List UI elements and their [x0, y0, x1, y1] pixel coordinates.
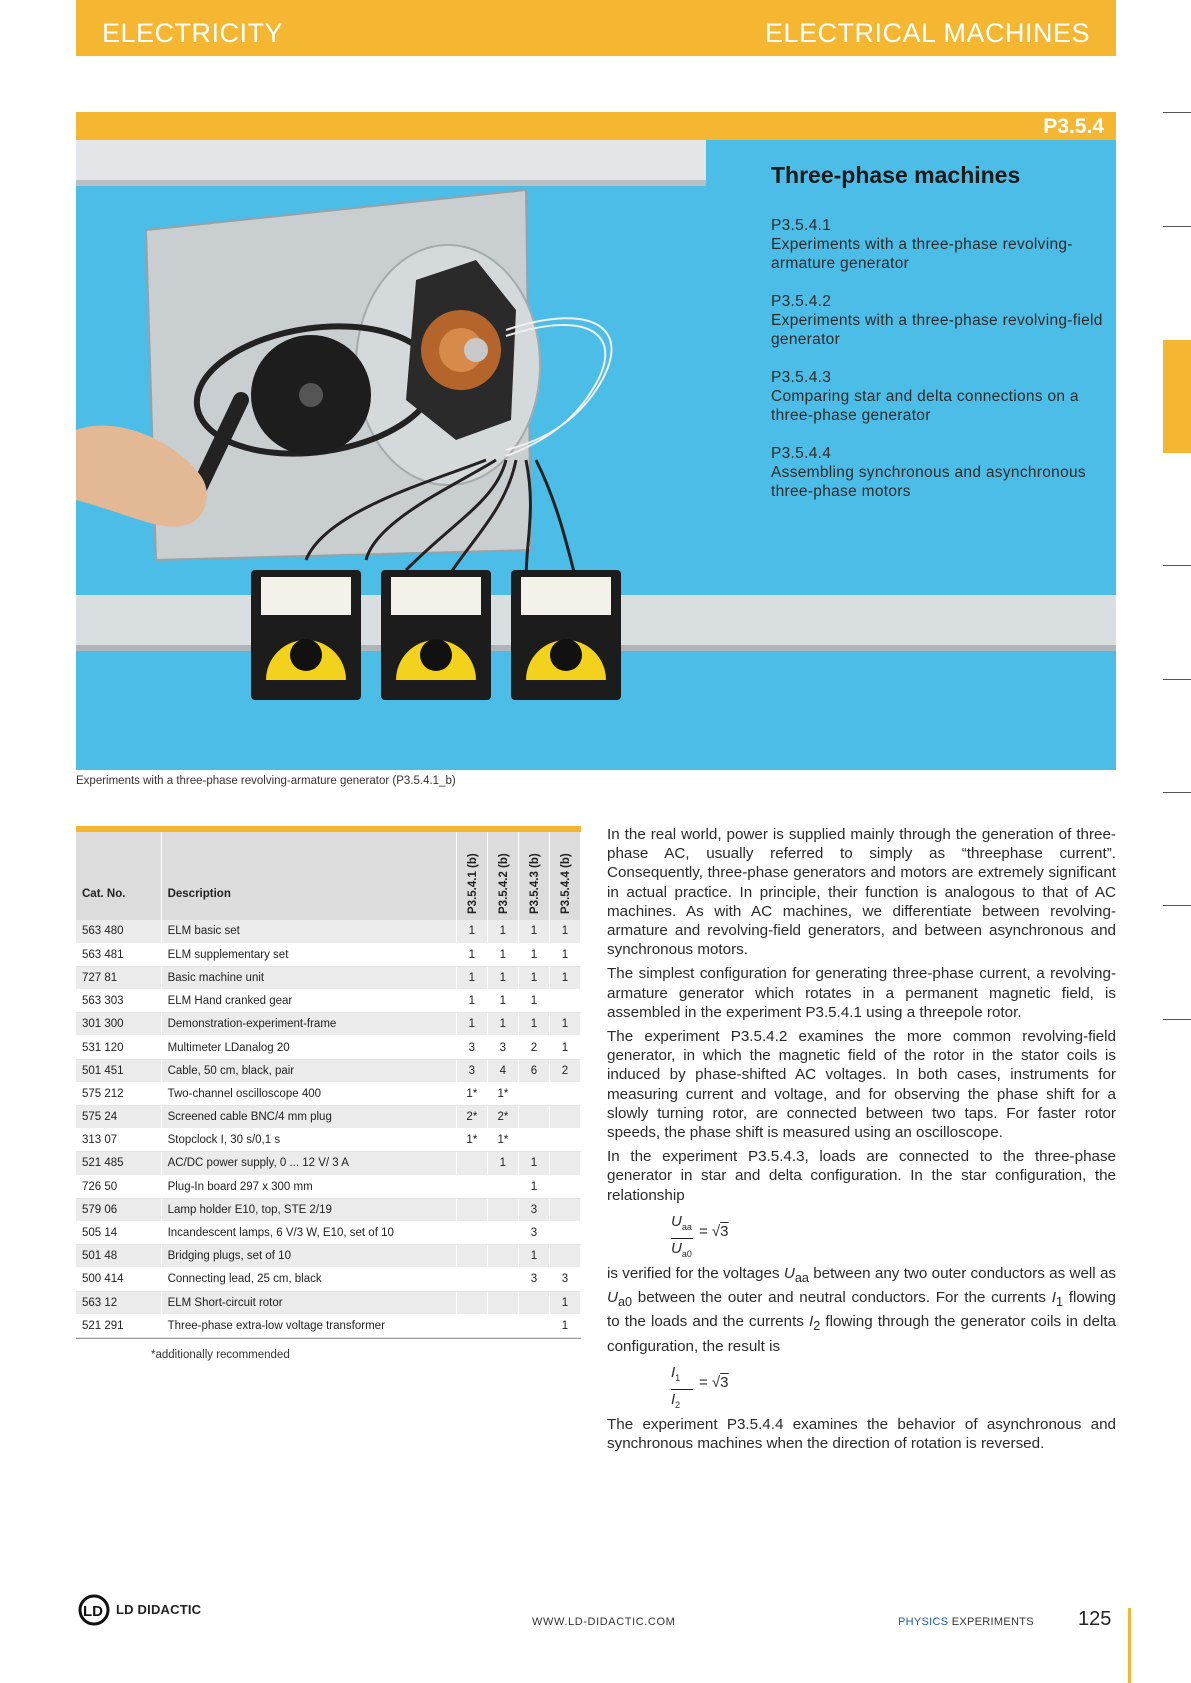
experiment-code: P3.5.4.3	[771, 369, 832, 386]
cell-quantity: 1	[549, 1291, 580, 1314]
experiment-code: P3.5.4.1	[771, 217, 832, 234]
cell-description: Demonstration-experiment-frame	[161, 1013, 456, 1036]
cell-quantity	[549, 1106, 580, 1129]
cell-catno: 563 480	[76, 920, 161, 943]
experiment-code: P3.5.4.2	[771, 293, 832, 310]
cell-quantity	[549, 1152, 580, 1175]
cell-quantity: 1	[518, 1013, 549, 1036]
cell-quantity: 3	[518, 1268, 549, 1291]
ld-didactic-logo	[76, 1588, 206, 1628]
cell-catno: 575 212	[76, 1082, 161, 1105]
body-text	[607, 825, 1116, 1458]
formula-current-ratio: $\frac{I_1}{I_2}$ = √3	[671, 1363, 729, 1410]
cell-quantity: 1	[518, 1175, 549, 1198]
cell-description: Connecting lead, 25 cm, black	[161, 1268, 456, 1291]
cell-quantity	[487, 1245, 518, 1268]
logo-text: LD DIDACTIC	[116, 1602, 202, 1617]
col-header-description: Description	[161, 832, 456, 920]
table-header-row	[76, 832, 581, 920]
experiment-code: P3.5.4.4	[771, 445, 832, 462]
cell-quantity	[456, 1314, 487, 1337]
logo-mark-icon	[76, 1588, 116, 1628]
cell-catno: 521 291	[76, 1314, 161, 1337]
cell-quantity	[518, 1082, 549, 1105]
experiment-item	[771, 368, 1111, 425]
cell-quantity	[487, 1221, 518, 1244]
cell-catno: 301 300	[76, 1013, 161, 1036]
cell-quantity: 1	[456, 1013, 487, 1036]
cell-quantity: 1	[549, 1013, 580, 1036]
paragraph: The experiment P3.5.4.4 examines the behavior of asynchronous and synchronous machines when the direction of rotation is reversed.	[607, 1415, 1116, 1452]
experiment-title: Experiments with a three-phase revolving-field generator	[771, 312, 1103, 348]
cell-quantity	[456, 1175, 487, 1198]
cell-catno: 727 81	[76, 966, 161, 989]
cell-quantity: 2	[518, 1036, 549, 1059]
table-row	[76, 990, 581, 1013]
cell-description: ELM basic set	[161, 920, 456, 943]
equipment-table	[76, 826, 581, 1361]
cell-quantity	[518, 1106, 549, 1129]
experiment-item	[771, 292, 1111, 349]
table-row	[76, 966, 581, 989]
cell-description: Incandescent lamps, 6 V/3 W, E10, set of 10	[161, 1221, 456, 1244]
col-header-catno: Cat. No.	[76, 832, 161, 920]
cell-quantity: 3	[456, 1059, 487, 1082]
cell-quantity: 1	[487, 943, 518, 966]
cell-quantity: 2	[549, 1059, 580, 1082]
cell-quantity: 2*	[487, 1106, 518, 1129]
section-title: Three-phase machines	[771, 162, 1021, 188]
experiment-title: Experiments with a three-phase revolving-armature generator	[771, 236, 1073, 272]
cell-quantity: 1	[518, 966, 549, 989]
experiment-title: Comparing star and delta connections on a three-phase generator	[771, 388, 1079, 424]
cell-quantity: 1*	[456, 1129, 487, 1152]
table-row	[76, 1059, 581, 1082]
cell-catno: 563 481	[76, 943, 161, 966]
col-header-exp: P3.5.4.2 (b)	[487, 832, 518, 920]
experiment-list	[771, 216, 1111, 520]
cell-description: Multimeter LDanalog 20	[161, 1036, 456, 1059]
table-row	[76, 1221, 581, 1244]
cell-quantity	[487, 1291, 518, 1314]
cell-quantity: 1*	[487, 1129, 518, 1152]
cell-quantity: 1	[487, 1013, 518, 1036]
cell-description: AC/DC power supply, 0 ... 12 V/ 3 A	[161, 1152, 456, 1175]
table-row	[76, 1036, 581, 1059]
table-bottom-rule	[76, 1338, 581, 1339]
cell-catno: 505 14	[76, 1221, 161, 1244]
cell-quantity	[456, 1198, 487, 1221]
cell-description: Cable, 50 cm, black, pair	[161, 1059, 456, 1082]
cell-quantity: 3	[487, 1036, 518, 1059]
table-row	[76, 1314, 581, 1337]
svg-text:LD: LD	[83, 1603, 103, 1620]
cell-description: Three-phase extra-low voltage transformer	[161, 1314, 456, 1337]
cell-catno: 563 12	[76, 1291, 161, 1314]
cell-quantity: 1	[456, 990, 487, 1013]
cell-quantity: 3	[518, 1221, 549, 1244]
cell-quantity: 1	[549, 966, 580, 989]
cell-quantity: 1	[549, 1314, 580, 1337]
table-row	[76, 1291, 581, 1314]
cell-quantity: 1	[549, 920, 580, 943]
cell-catno: 563 303	[76, 990, 161, 1013]
thumb-index-active-tab	[1163, 340, 1191, 453]
table-body	[76, 920, 581, 1337]
col-header-exp: P3.5.4.1 (b)	[456, 832, 487, 920]
cell-quantity: 1	[487, 920, 518, 943]
cell-description: Stopclock I, 30 s/0,1 s	[161, 1129, 456, 1152]
cell-quantity	[549, 1129, 580, 1152]
cell-quantity	[487, 1198, 518, 1221]
cell-quantity: 3	[456, 1036, 487, 1059]
header-topic: ELECTRICITY	[102, 18, 284, 48]
experiment-item	[771, 444, 1111, 501]
cell-quantity: 1	[487, 966, 518, 989]
cell-quantity: 1*	[456, 1082, 487, 1105]
cell-quantity	[549, 1221, 580, 1244]
header-chapter: ELECTRICAL MACHINES	[764, 18, 1090, 48]
cell-catno: 531 120	[76, 1036, 161, 1059]
paragraph: is verified for the voltages $U_{aa}$ between any two outer conductors as well as $U_{a0}$ between the outer and neutral conductors. For the currents $I_1$ flowing to the loads and the currents $I_2$ flowing through the generator coils in delta configuration, the result is	[607, 1264, 1117, 1355]
cell-quantity: 4	[487, 1059, 518, 1082]
page-number: 125	[1078, 1608, 1112, 1630]
cell-quantity	[487, 1175, 518, 1198]
cell-catno: 521 485	[76, 1152, 161, 1175]
cell-description: Plug-In board 297 x 300 mm	[161, 1175, 456, 1198]
paragraph: In the real world, power is supplied mainly through the generation of three-phase AC, usually referred to simply as “threephase current”. Consequently, three-phase generators and motors are extremely significant in actual practice. In principle, their function is analogous to that of AC machines. As with AC machines, we differentiate between revolving-armature and revolving-field generators, and between asynchronous and synchronous motors.	[607, 826, 1116, 959]
cell-quantity	[549, 1175, 580, 1198]
cell-description: Screened cable BNC/4 mm plug	[161, 1106, 456, 1129]
cell-quantity: 3	[518, 1198, 549, 1221]
cell-quantity: 6	[518, 1059, 549, 1082]
cell-description: Bridging plugs, set of 10	[161, 1245, 456, 1268]
table-row	[76, 1175, 581, 1198]
cell-quantity: 1	[518, 1245, 549, 1268]
cell-quantity: 3	[549, 1268, 580, 1291]
paragraph: The simplest configuration for generating three-phase current, a revolving-armature generator which rotates in a permanent magnetic field, is assembled in the experiment P3.5.4.1 using a threepole rotor.	[607, 965, 1116, 1021]
table-row	[76, 1268, 581, 1291]
cell-description: Lamp holder E10, top, STE 2/19	[161, 1198, 456, 1221]
cell-quantity	[456, 1245, 487, 1268]
cell-description: ELM Hand cranked gear	[161, 990, 456, 1013]
cell-quantity: 1	[549, 943, 580, 966]
cell-quantity	[518, 1314, 549, 1337]
table-row	[76, 1129, 581, 1152]
paragraph: In the experiment P3.5.4.3, loads are connected to the three-phase generator in star and delta configuration. In the star configuration, the relationship	[607, 1148, 1116, 1204]
table-row	[76, 920, 581, 943]
cell-catno: 313 07	[76, 1129, 161, 1152]
cell-quantity	[549, 1198, 580, 1221]
cell-quantity	[456, 1291, 487, 1314]
cell-quantity: 1	[487, 1152, 518, 1175]
header-band	[76, 0, 1116, 56]
cell-quantity	[456, 1152, 487, 1175]
table-row	[76, 1082, 581, 1105]
table-row	[76, 1245, 581, 1268]
cell-quantity	[549, 1082, 580, 1105]
table-row	[76, 1106, 581, 1129]
table-row	[76, 943, 581, 966]
cell-description: Basic machine unit	[161, 966, 456, 989]
cell-quantity	[549, 990, 580, 1013]
cell-quantity	[518, 1291, 549, 1314]
cell-catno: 501 48	[76, 1245, 161, 1268]
footer-category: PHYSICS EXPERIMENTS	[898, 1616, 1034, 1628]
cell-catno: 579 06	[76, 1198, 161, 1221]
cell-quantity: 1	[456, 920, 487, 943]
table-row	[76, 1198, 581, 1221]
cell-quantity: 1	[487, 990, 518, 1013]
experiment-item	[771, 216, 1111, 273]
cell-description: ELM supplementary set	[161, 943, 456, 966]
cell-quantity: 1	[518, 1152, 549, 1175]
cell-catno: 500 414	[76, 1268, 161, 1291]
col-header-exp: P3.5.4.4 (b)	[549, 832, 580, 920]
cell-quantity: 1*	[487, 1082, 518, 1105]
paragraph: The experiment P3.5.4.2 examines the more common revolving-field generator, in which the magnetic field of the rotor in the stator coils is induced by phase-shifted AC voltages. In both cases, instruments for measuring current and voltage, and for observing the phase shift for a slowly turning rotor, are connected between two taps. For faster rotor speeds, the phase shift is measured using an oscilloscope.	[607, 1028, 1116, 1142]
col-header-exp: P3.5.4.3 (b)	[518, 832, 549, 920]
cell-description: ELM Short-circuit rotor	[161, 1291, 456, 1314]
cell-quantity	[456, 1268, 487, 1291]
cell-quantity: 1	[518, 990, 549, 1013]
cell-catno: 501 451	[76, 1059, 161, 1082]
photo-caption: Experiments with a three-phase revolving-armature generator (P3.5.4.1_b)	[76, 775, 456, 787]
cell-quantity: 1	[456, 966, 487, 989]
cell-quantity: 1	[549, 1036, 580, 1059]
cell-quantity	[487, 1268, 518, 1291]
cell-catno: 726 50	[76, 1175, 161, 1198]
section-code: P3.5.4	[1043, 115, 1104, 138]
table-row	[76, 1013, 581, 1036]
cell-quantity	[549, 1245, 580, 1268]
cell-quantity: 1	[518, 943, 549, 966]
cell-quantity	[456, 1221, 487, 1244]
table-row	[76, 1152, 581, 1175]
footer-url[interactable]: WWW.LD-DIDACTIC.COM	[532, 1616, 676, 1628]
cell-quantity	[518, 1129, 549, 1152]
cell-quantity: 1	[456, 943, 487, 966]
table-footnote: *additionally recommended	[151, 1348, 290, 1361]
footer-accent-bar	[1128, 1608, 1131, 1683]
cell-description: Two-channel oscilloscope 400	[161, 1082, 456, 1105]
section-bar	[76, 112, 1116, 140]
cell-catno: 575 24	[76, 1106, 161, 1129]
cell-quantity	[487, 1314, 518, 1337]
cell-quantity: 1	[518, 920, 549, 943]
cell-quantity: 2*	[456, 1106, 487, 1129]
formula-voltage-ratio: $U_{aa}$ $U_{a0}$ = √3	[671, 1212, 729, 1260]
experiment-title: Assembling synchronous and asynchronous three-phase motors	[771, 464, 1086, 500]
